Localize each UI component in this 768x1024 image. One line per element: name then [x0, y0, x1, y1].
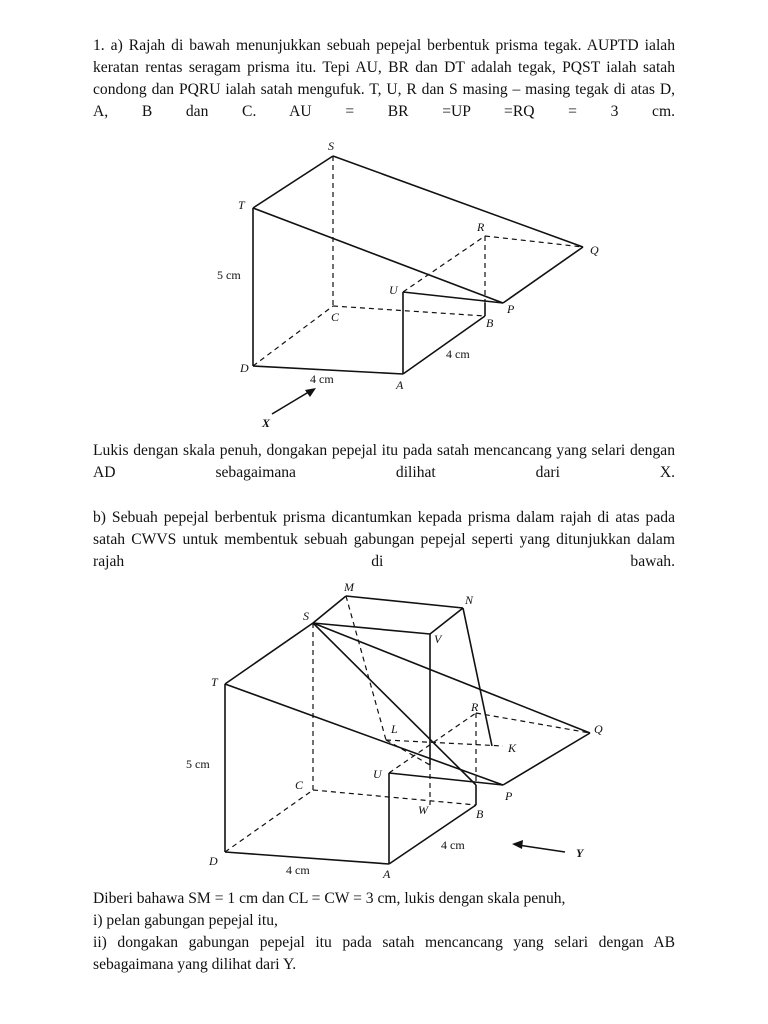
- edge-ts: [225, 623, 313, 684]
- dim-width-da: 4 cm: [310, 372, 334, 386]
- edge-rq-hidden: [476, 713, 590, 733]
- label-w: W: [418, 803, 428, 817]
- edge-lk-hidden: [386, 740, 503, 746]
- label-a: A: [383, 867, 391, 881]
- edge-pq: [503, 733, 590, 785]
- label-u: U: [389, 283, 398, 297]
- label-r: R: [471, 700, 479, 714]
- label-s: S: [328, 139, 334, 153]
- label-c: C: [331, 310, 340, 324]
- label-p: P: [505, 789, 513, 803]
- label-b: B: [476, 807, 484, 821]
- label-t: T: [211, 675, 218, 689]
- edge-ur-hidden: [389, 713, 476, 773]
- edge-lw-hidden: [386, 740, 430, 765]
- edge-nv: [430, 608, 463, 634]
- label-q: Q: [590, 243, 599, 257]
- dim-width-ab: 4 cm: [441, 838, 465, 852]
- label-a: A: [396, 378, 404, 392]
- question-1b-tasks: [93, 888, 675, 932]
- given-text: Diberi bahawa SM = 1 cm dan CL = CW = 3 cm, lukis dengan skala penuh,: [93, 890, 566, 907]
- edge-dc-hidden: [225, 790, 313, 852]
- question-1a-instruction: Lukis dengan skala penuh, dongakan pepejal itu pada satah mencancang yang selari dengan AD sebagaimana dilihat dari X.: [93, 442, 675, 481]
- label-p: P: [507, 302, 515, 316]
- question-1a-text: 1. a) Rajah di bawah menunjukkan sebuah pepejal berbentuk prisma tegak. AUPTD ialah keratan rentas seragam prisma itu. Tepi AU, BR dan DT adalah tegak, PQST ialah satah condong dan PQRU ialah satah mengufuk. T, U, R dan S masing – masing tegak di atas D, A, B dan C. AU = BR =UP =RQ = 3 cm.: [93, 37, 675, 120]
- edge-ab: [389, 805, 476, 864]
- dim-height: 5 cm: [186, 757, 210, 771]
- label-v: V: [434, 632, 442, 646]
- label-k: K: [508, 741, 517, 755]
- label-d: D: [209, 854, 218, 868]
- edge-mn: [346, 596, 463, 608]
- edge-s-slant: [313, 623, 476, 785]
- edge-nk: [463, 608, 492, 746]
- part-ii-text: ii) dongakan gabungan pepejal itu pada satah mencancang yang selari dengan AB sebagaimana yang dilihat dari Y.: [93, 934, 675, 973]
- dim-width-ab: 4 cm: [446, 347, 470, 361]
- label-u: U: [373, 767, 382, 781]
- label-m: M: [344, 580, 354, 594]
- edge-sq: [313, 623, 590, 733]
- label-l: L: [391, 722, 398, 736]
- label-y: Y: [576, 846, 584, 860]
- question-1b-text: b) Sebuah pepejal berbentuk prisma dicantumkan kepada prisma dalam rajah di atas pada satah CWVS untuk membentuk sebuah gabungan pepejal seperti yang ditunjukkan dalam rajah di bawah.: [93, 509, 675, 570]
- arrow-y-head: [512, 840, 523, 849]
- label-r: R: [477, 220, 485, 234]
- label-q: Q: [594, 722, 603, 736]
- label-d: D: [240, 361, 249, 375]
- label-c: C: [295, 778, 304, 792]
- arrow-y-shaft: [518, 845, 565, 852]
- part-i-text: i) pelan gabungan pepejal itu,: [93, 912, 278, 929]
- label-n: N: [465, 593, 474, 607]
- edge-cb-hidden: [313, 790, 476, 805]
- edge-sv: [313, 623, 430, 634]
- edge-sm: [313, 596, 346, 623]
- label-b: B: [486, 316, 494, 330]
- dim-width-da: 4 cm: [286, 863, 310, 877]
- label-x: X: [262, 416, 271, 430]
- label-t: T: [238, 198, 245, 212]
- label-s: S: [303, 609, 309, 623]
- dim-height: 5 cm: [217, 268, 241, 282]
- edge-ml-hidden: [346, 596, 386, 740]
